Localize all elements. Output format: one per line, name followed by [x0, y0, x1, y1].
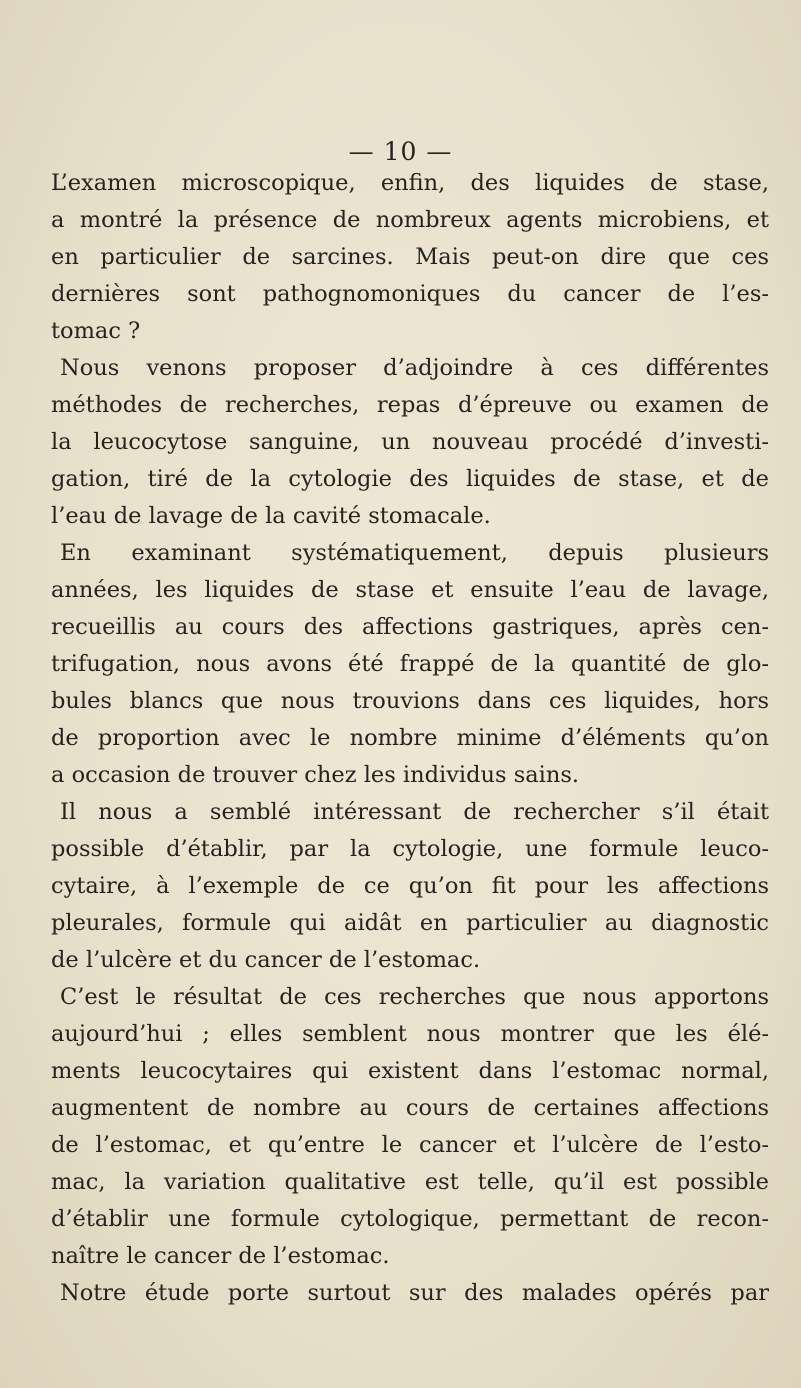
page-number: — 10 — — [348, 137, 453, 166]
text-line: bules blancs que nous trouvions dans ces liquides, hors — [51, 688, 769, 714]
text-line: tomac ? — [51, 318, 141, 344]
text-line: la leucocytose sanguine, un nouveau procédé d’investi- — [51, 429, 769, 455]
text-line: Nous venons proposer d’adjoindre à ces différentes — [60, 355, 769, 381]
text-line: ments leucocytaires qui existent dans l’estomac normal, — [51, 1058, 769, 1084]
text-line: L’examen microscopique, enfin, des liquides de stase, — [51, 170, 769, 196]
text-line: de l’estomac, et qu’entre le cancer et l’ulcère de l’esto- — [51, 1132, 769, 1158]
text-line: en particulier de sarcines. Mais peut-on dire que ces — [51, 244, 769, 270]
text-line: aujourd’hui ; elles semblent nous montrer que les élé- — [51, 1021, 769, 1047]
text-line: gation, tiré de la cytologie des liquides de stase, et de — [51, 466, 769, 492]
text-line: de l’ulcère et du cancer de l’estomac. — [51, 947, 481, 973]
text-line: augmentent de nombre au cours de certaines affections — [51, 1095, 769, 1121]
text-line: cytaire, à l’exemple de ce qu’on fit pour les affections — [51, 873, 769, 899]
text-line: Il nous a semblé intéressant de rechercher s’il était — [60, 799, 769, 825]
text-line: a occasion de trouver chez les individus sains. — [51, 762, 580, 788]
text-line: de proportion avec le nombre minime d’éléments qu’on — [51, 725, 769, 751]
text-line: pleurales, formule qui aidât en particulier au diagnostic — [51, 910, 769, 936]
text-line: années, les liquides de stase et ensuite l’eau de lavage, — [51, 577, 769, 603]
text-line: Notre étude porte surtout sur des malades opérés par — [60, 1280, 769, 1306]
text-line: C’est le résultat de ces recherches que nous apportons — [60, 984, 769, 1010]
text-line: trifugation, nous avons été frappé de la quantité de glo- — [51, 651, 769, 677]
text-line: méthodes de recherches, repas d’épreuve ou examen de — [51, 392, 769, 418]
text-line: dernières sont pathognomoniques du cancer de l’es- — [51, 281, 769, 307]
text-line: recueillis au cours des affections gastriques, après cen- — [51, 614, 769, 640]
text-line: mac, la variation qualitative est telle, qu’il est possible — [51, 1169, 769, 1195]
text-line: l’eau de lavage de la cavité stomacale. — [51, 503, 491, 529]
text-line: En examinant systématiquement, depuis plusieurs — [60, 540, 769, 566]
text-line: naître le cancer de l’estomac. — [51, 1243, 390, 1269]
text-line: a montré la présence de nombreux agents microbiens, et — [51, 207, 769, 233]
text-line: possible d’établir, par la cytologie, une formule leuco- — [51, 836, 769, 862]
text-line: d’établir une formule cytologique, permettant de recon- — [51, 1206, 769, 1232]
